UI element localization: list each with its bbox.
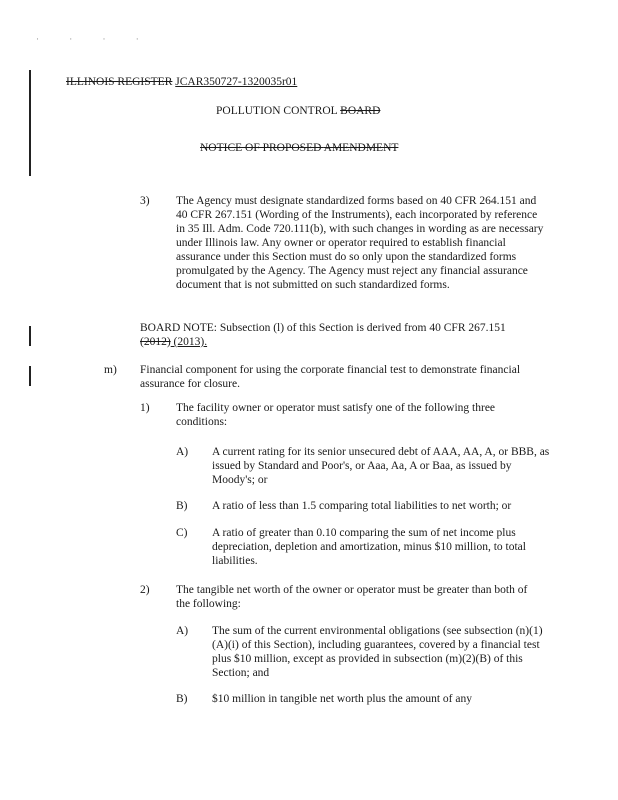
board-title: POLLUTION CONTROL BOARD <box>216 105 381 117</box>
item-2A-text: The sum of the current environmental obligations (see subsection (n)(1)(A)(i) of this Section), including guarantees, covered by a financial test plus $10 million, except as provided in subsection (m)(2)(B) of this Section; and <box>212 625 543 679</box>
item-2-num: 2) <box>140 584 150 596</box>
item-3-num: 3) <box>140 195 150 207</box>
item-1-text: The facility owner or operator must satisfy one of the following three conditions: <box>176 402 496 428</box>
item-1A-num: A) <box>176 446 189 458</box>
item-1A-text: A current rating for its senior unsecured debt of AAA, AA, A, or BBB, as issued by Standard and Poor's, or Aaa, Aa, A or Baa, as issued by Moody's; or <box>212 446 550 486</box>
revision-bar <box>29 326 31 346</box>
revision-bar <box>29 366 31 386</box>
item-m-num: m) <box>104 364 117 376</box>
item-m-text: Financial component for using the corporate financial test to demonstrate financial assurance for closure. <box>140 364 521 390</box>
item-2B-num: B) <box>176 693 188 705</box>
item-1-num: 1) <box>140 402 150 414</box>
scan-dots: · · · · <box>36 34 153 44</box>
register-struck: ILLINOIS REGISTER <box>66 76 173 88</box>
register-header <box>66 75 297 89</box>
item-2A-num: A) <box>176 625 189 637</box>
item-2B-text: $10 million in tangible net worth plus the amount of any <box>212 693 472 705</box>
item-3-text: The Agency must designate standardized forms based on 40 CFR 264.151 and 40 CFR 267.151 (Wording of the Instruments), each incorporated by reference in 35 Ill. Adm. Code 720.111(b), with such changes in wording as are necessary under Illinois law. Any owner or operator required to establish financial assurance under this Section must do so only upon the standardized forms promulgated by the Agency. The Agency must reject any financial assurance document that is not submitted on such standardized forms. <box>176 195 544 291</box>
item-1C-num: C) <box>176 527 188 539</box>
revision-bar <box>29 70 31 176</box>
item-1B-text: A ratio of less than 1.5 comparing total liabilities to net worth; or <box>212 500 512 512</box>
jcar-id: JCAR350727-1320035r01 <box>175 76 298 88</box>
item-1B-num: B) <box>176 500 188 512</box>
item-1C-text: A ratio of greater than 0.10 comparing the sum of net income plus depreciation, depletion and amortization, minus $10 million, to total liabilities. <box>212 527 526 567</box>
notice-title: NOTICE OF PROPOSED AMENDMENT <box>200 142 399 154</box>
board-note: BOARD NOTE: Subsection (l) of this Section is derived from 40 CFR 267.151 (2012) (2013). <box>140 322 506 348</box>
item-2-text: The tangible net worth of the owner or operator must be greater than both of the following: <box>176 584 528 610</box>
